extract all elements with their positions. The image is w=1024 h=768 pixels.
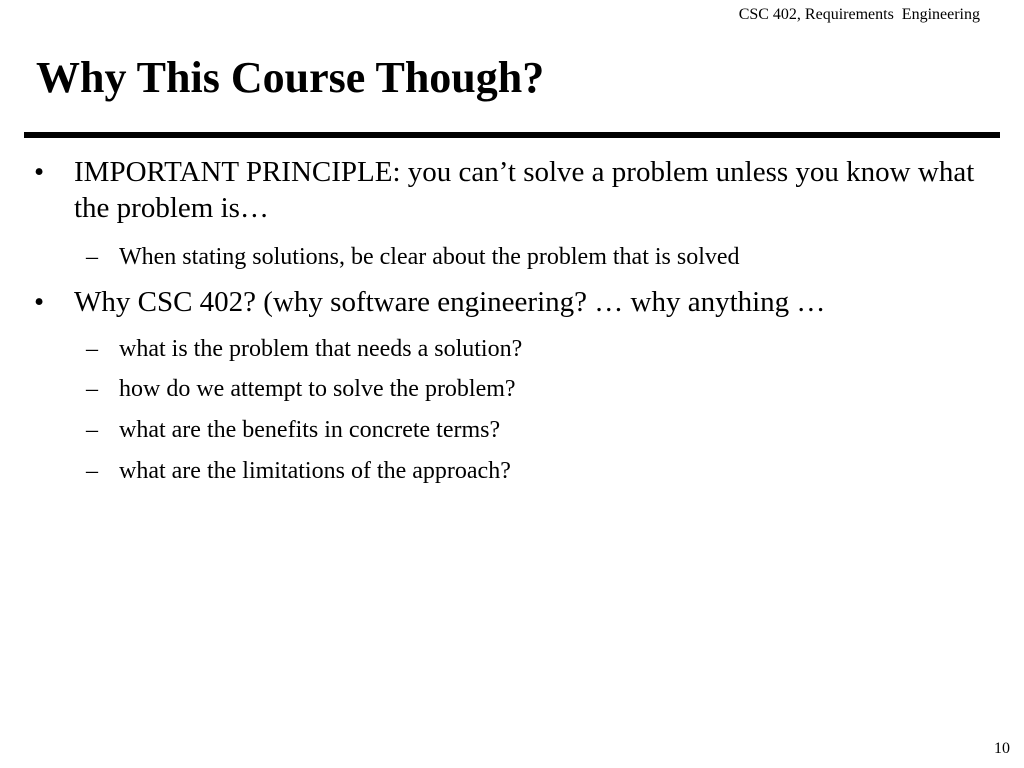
sub-bullet-item: [86, 242, 986, 272]
page-number: 10: [994, 740, 1010, 757]
sub-bullet-marker: –: [86, 376, 98, 402]
sub-bullet-item: [86, 334, 986, 364]
sub-bullet-marker: –: [86, 244, 98, 270]
sub-bullet-marker: –: [86, 458, 98, 484]
sub-bullet-text: how do we attempt to solve the problem?: [119, 376, 516, 402]
sub-bullet-item: [86, 456, 986, 486]
sub-bullet-text: When stating solutions, be clear about the problem that is solved: [119, 244, 740, 270]
bullet-marker: •: [34, 286, 45, 318]
title-divider: [24, 132, 1000, 138]
slide-title: Why This Course Though?: [36, 53, 545, 102]
bullet-text: IMPORTANT PRINCIPLE: you can’t solve a problem unless you know what the problem is…: [74, 156, 975, 224]
course-header: CSC 402, Requirements Engineering: [738, 6, 980, 23]
sub-bullet-text: what is the problem that needs a solution?: [119, 336, 523, 362]
sub-bullet-marker: –: [86, 336, 98, 362]
sub-bullet-item: [86, 415, 986, 445]
bullet-text: Why CSC 402? (why software engineering? … why anything …: [74, 286, 826, 318]
bullet-item: [34, 284, 994, 320]
sub-bullet-marker: –: [86, 417, 98, 443]
sub-bullet-text: what are the limitations of the approach?: [119, 458, 511, 484]
sub-bullet-text: what are the benefits in concrete terms?: [119, 417, 501, 443]
sub-bullet-item: [86, 374, 986, 404]
bullet-marker: •: [34, 156, 45, 188]
bullet-item: [34, 154, 994, 226]
